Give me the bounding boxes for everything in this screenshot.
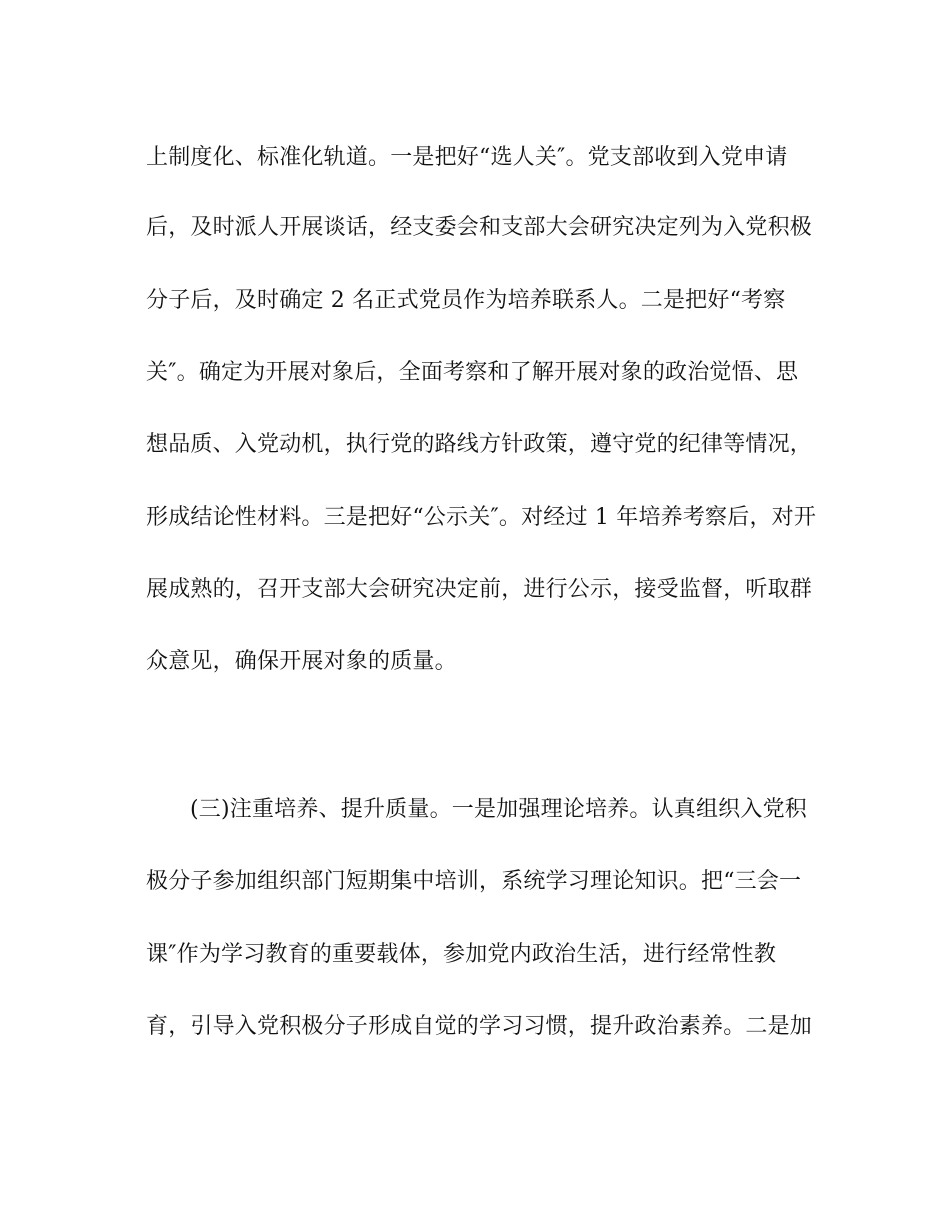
text-line: 形成结论性材料。三是把好“公示关″。对经过 1 年培养考察后，对开 [146, 505, 817, 530]
text-line: 展成熟的，召开支部大会研究决定前，进行公示，接受监督，听取群 [146, 577, 813, 602]
text-line: 分子后，及时确定 2 名正式党员作为培养联系人。二是把好“考察 [146, 288, 786, 313]
text-line: 课″作为学习教育的重要载体，参加党内政治生活，进行经常性教 [146, 942, 777, 967]
text-line: 想品质、入党动机，执行党的路线方针政策，遵守党的纪律等情况， [146, 432, 813, 457]
text-line: 极分子参加组织部门短期集中培训，系统学习理论知识。把“三会一 [146, 869, 802, 894]
text-line: 后，及时派人开展谈话，经支委会和支部大会研究决定列为入党积极 [146, 215, 813, 240]
text-line: 育，引导入党积极分子形成自觉的学习习惯，提升政治素养。二是加 [146, 1014, 813, 1039]
text-line: 众意见，确保开展对象的质量。 [146, 649, 457, 674]
text-line: (三)注重培养、提升质量。一是加强理论培养。认真组织入党积 [190, 797, 807, 822]
text-line: 上制度化、标准化轨道。一是把好“选人关″。党支部收到入党申请 [146, 145, 788, 170]
text-line: 关″。确定为开展对象后，全面考察和了解开展对象的政治觉悟、思 [146, 360, 799, 385]
